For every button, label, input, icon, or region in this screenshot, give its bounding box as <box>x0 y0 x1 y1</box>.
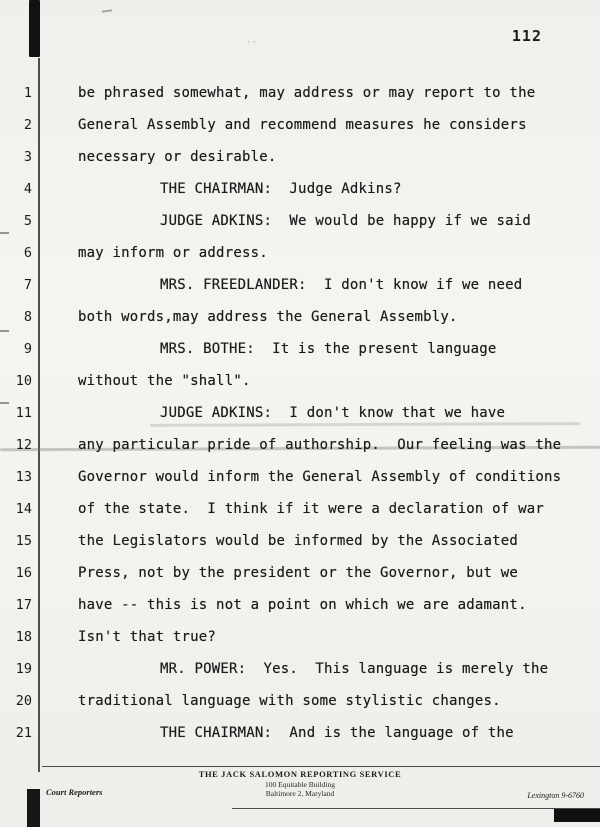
line-text: may inform or address. <box>78 245 268 261</box>
line-number: 1 <box>23 85 32 101</box>
transcript-line <box>0 116 600 148</box>
scan-mark-center: ·· <box>246 38 257 48</box>
line-number: 17 <box>15 597 32 613</box>
line-number: 18 <box>15 629 32 645</box>
line-text: any particular pride of authorship. Our feeling was the <box>78 437 562 453</box>
line-number: 6 <box>23 245 32 261</box>
transcript-line <box>0 180 600 212</box>
line-text: both words,may address the General Assembly. <box>78 309 458 325</box>
transcript-line <box>0 436 600 468</box>
line-number: 7 <box>23 277 32 293</box>
footer-address-line1: 100 Equitable Building <box>265 779 335 789</box>
line-number: 9 <box>23 341 32 357</box>
line-number: 11 <box>15 405 32 421</box>
line-number: 12 <box>15 437 32 453</box>
line-number: 10 <box>15 373 32 389</box>
scan-artifact-bottom-right <box>554 809 600 822</box>
footer-rule-top <box>42 766 600 767</box>
transcript-line <box>0 244 600 276</box>
transcript-line <box>0 84 600 116</box>
scan-mark-top <box>102 9 112 12</box>
line-text: General Assembly and recommend measures he considers <box>78 117 527 133</box>
line-text: Isn't that true? <box>78 629 217 645</box>
footer-phone: Lexington 9-6760 <box>527 791 584 800</box>
transcript-line <box>0 372 600 404</box>
transcript-line <box>0 500 600 532</box>
footer-court-reporters: Court Reporters <box>46 787 103 797</box>
line-text: THE CHAIRMAN: And is the language of the <box>160 725 514 741</box>
line-text: Press, not by the president or the Governor, but we <box>78 565 519 581</box>
line-number: 14 <box>15 501 32 517</box>
line-number: 19 <box>15 661 32 677</box>
line-number: 5 <box>23 213 32 229</box>
transcript-line <box>0 532 600 564</box>
transcript-line <box>0 724 600 756</box>
transcript-line <box>0 404 600 436</box>
line-number: 4 <box>23 181 32 197</box>
footer-address-line2: Baltimore 2, Maryland <box>265 789 335 798</box>
transcript-line <box>0 340 600 372</box>
line-text: MR. POWER: Yes. This language is merely the <box>160 661 549 677</box>
transcript-line <box>0 692 600 724</box>
line-text: JUDGE ADKINS: We would be happy if we said <box>160 213 532 229</box>
transcript-line <box>0 596 600 628</box>
line-text: the Legislators would be informed by the Associated <box>78 533 519 549</box>
transcript-line <box>0 212 600 244</box>
line-text: Governor would inform the General Assembly of conditions <box>78 469 562 485</box>
line-number: 13 <box>15 469 32 485</box>
page-number: 112 <box>511 27 542 45</box>
transcript-lines <box>0 84 600 756</box>
line-number: 3 <box>23 149 32 165</box>
line-number: 2 <box>23 117 32 133</box>
line-text: have -- this is not a point on which we are adamant. <box>78 597 527 613</box>
line-number: 20 <box>15 693 32 709</box>
line-number: 15 <box>15 533 32 549</box>
line-text: THE CHAIRMAN: Judge Adkins? <box>160 181 402 197</box>
transcript-line <box>0 148 600 180</box>
line-text: necessary or desirable. <box>78 149 277 165</box>
line-number: 8 <box>23 309 32 325</box>
line-number: 21 <box>15 725 32 741</box>
transcript-line <box>0 660 600 692</box>
line-number: 16 <box>15 565 32 581</box>
scan-artifact-top-left <box>29 0 40 57</box>
transcript-line <box>0 628 600 660</box>
line-text: MRS. BOTHE: It is the present language <box>160 341 497 357</box>
transcript-line <box>0 308 600 340</box>
line-text: without the "shall". <box>78 373 251 389</box>
line-text: of the state. I think if it were a declaration of war <box>78 501 544 517</box>
line-text: MRS. FREEDLANDER: I don't know if we need <box>160 277 523 293</box>
transcript-line <box>0 564 600 596</box>
line-text: traditional language with some stylistic changes. <box>78 693 501 709</box>
transcript-line <box>0 468 600 500</box>
line-text: be phrased somewhat, may address or may report to the <box>78 85 536 101</box>
reporting-service-name: THE JACK SALOMON REPORTING SERVICE <box>198 769 402 779</box>
transcript-line <box>0 276 600 308</box>
footer-rule-bottom <box>232 808 600 809</box>
line-text: JUDGE ADKINS: I don't know that we have <box>160 405 506 421</box>
